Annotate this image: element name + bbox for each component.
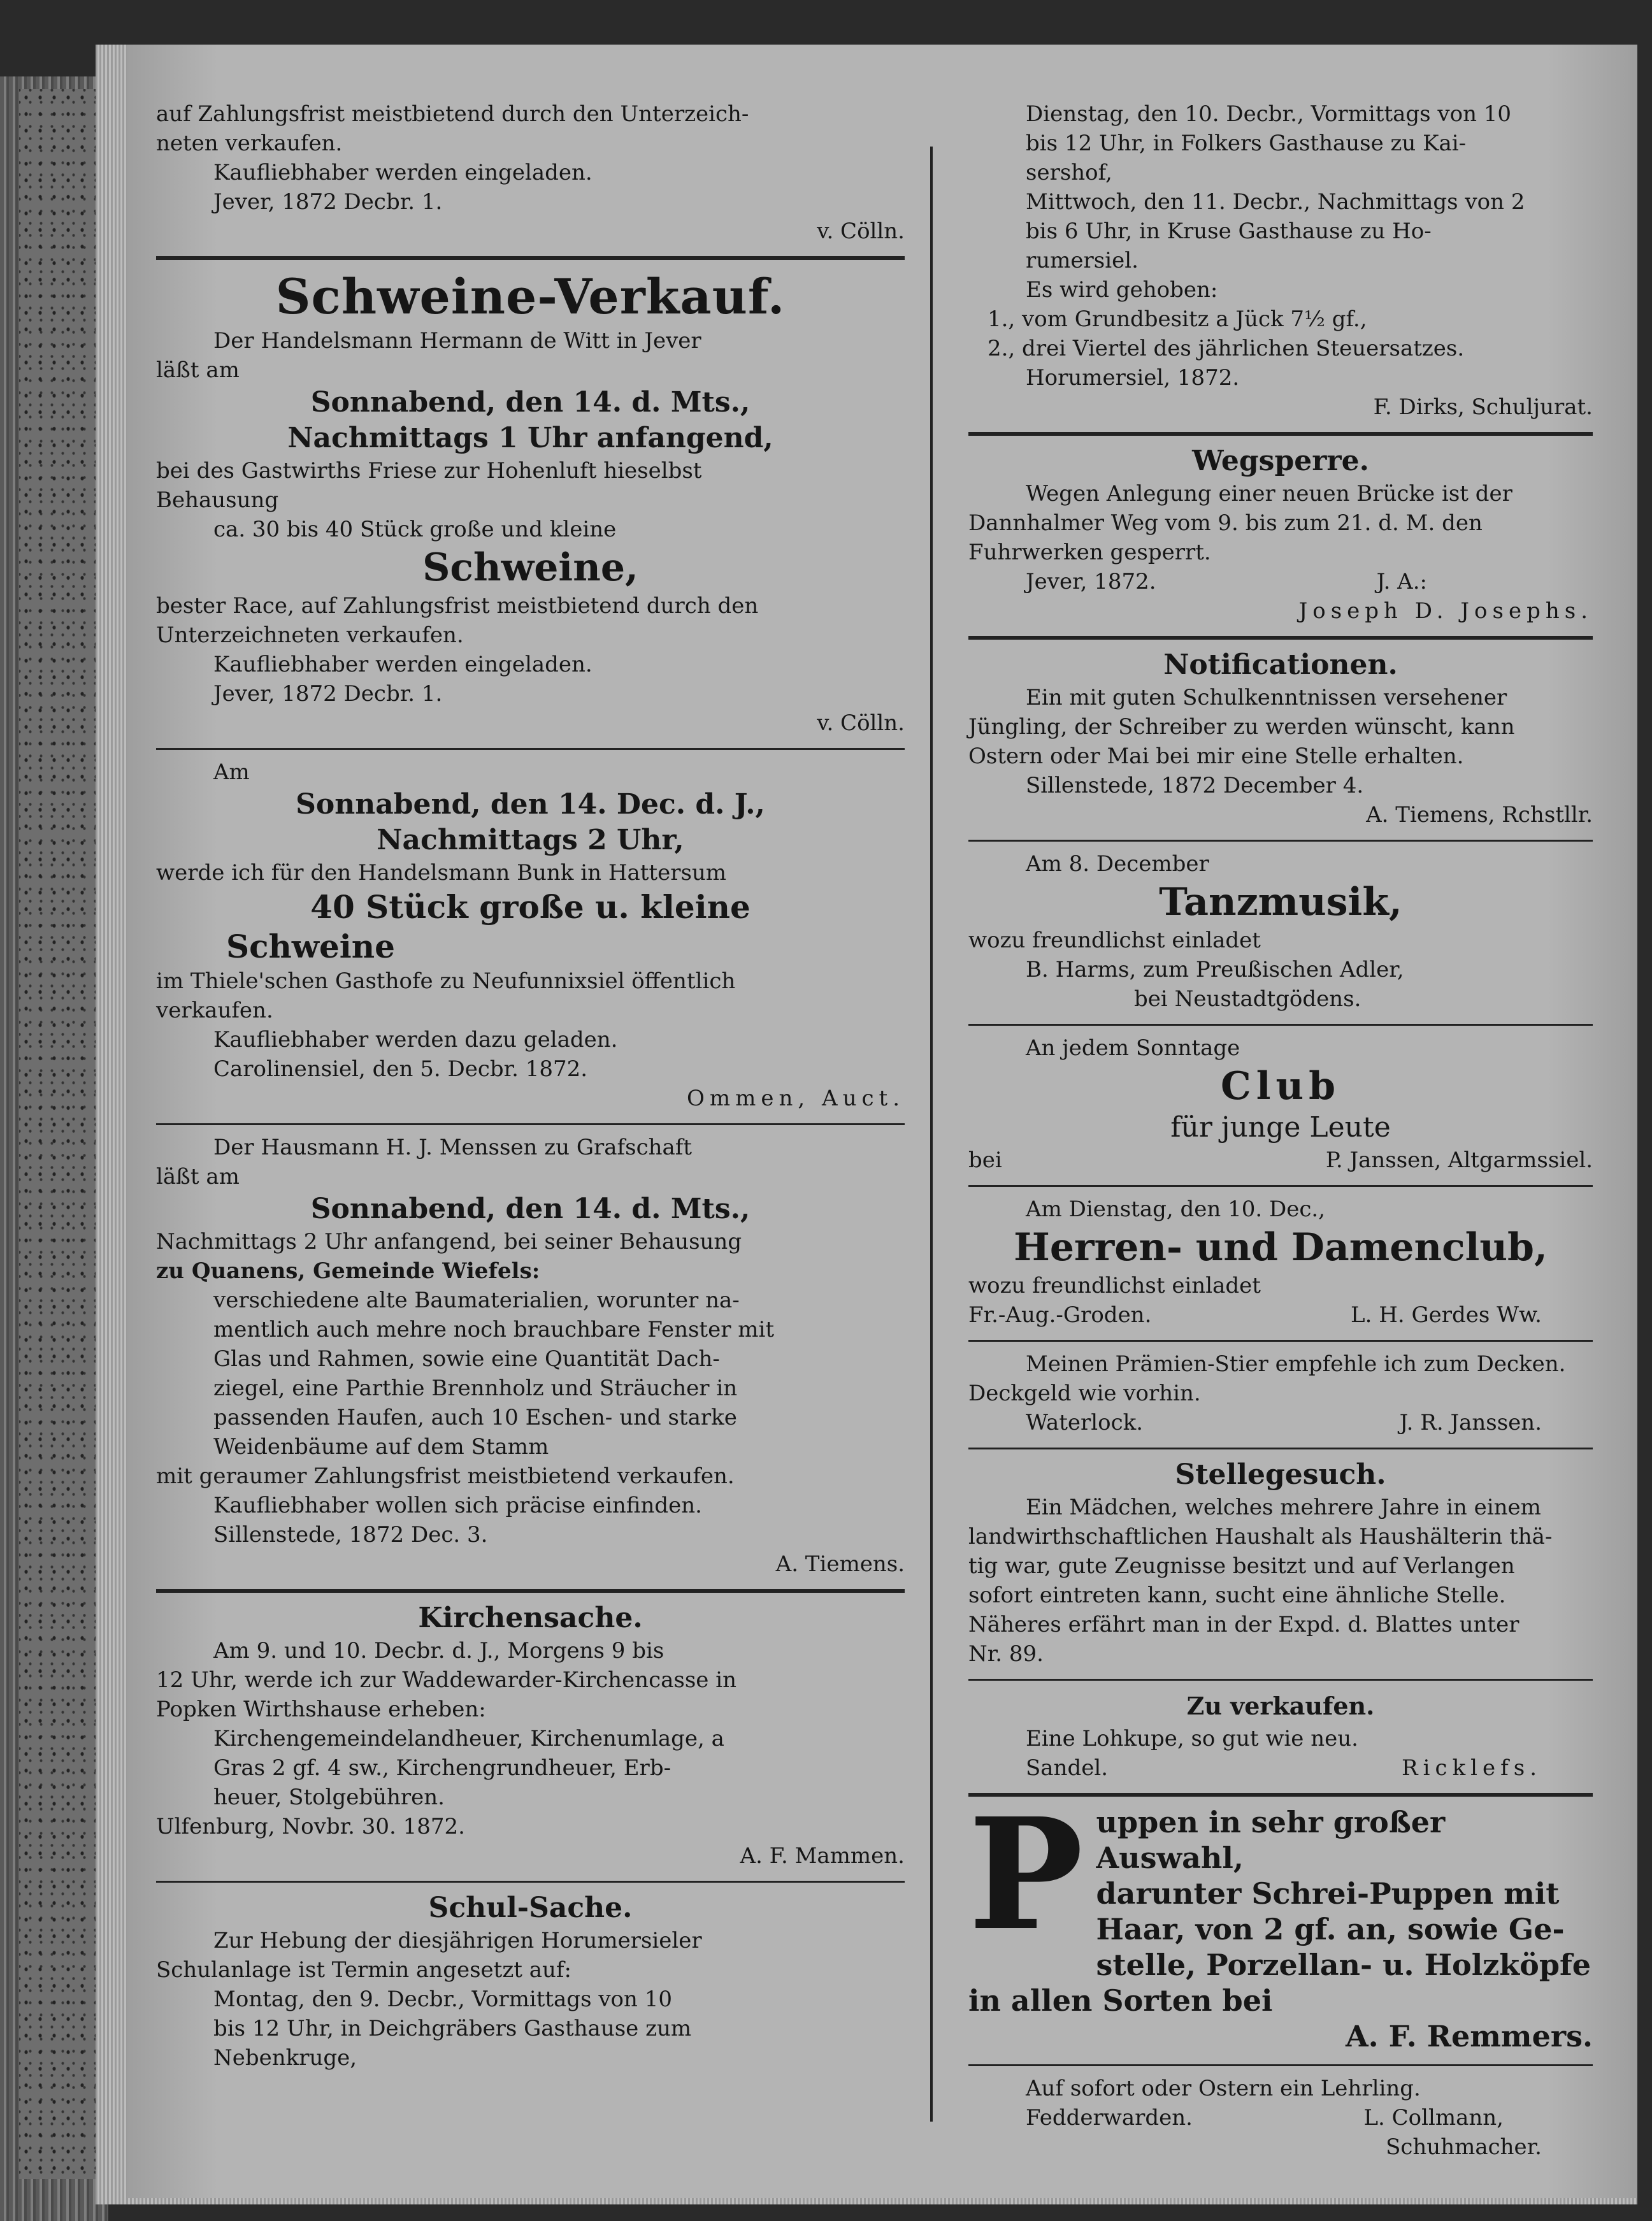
text-line: Am Dienstag, den 10. Dec., xyxy=(1026,1197,1326,1222)
ad-praemien-stier xyxy=(968,1346,1593,1444)
text-line: Nachmittags 2 Uhr anfangend, bei seiner Behausung xyxy=(156,1229,742,1254)
text-line: Meinen Prämien-Stier empfehle ich zum Decken. xyxy=(1026,1351,1566,1377)
text-row xyxy=(968,567,1593,596)
text-line: in allen Sorten bei xyxy=(968,1983,1273,2018)
signature: A. Tiemens, Rchstllr. xyxy=(1366,802,1593,828)
text-row xyxy=(968,1408,1593,1437)
text-line: Ulfenburg, Novbr. 30. 1872. xyxy=(156,1814,465,1839)
text-line: zu Quanens, Gemeinde Wiefels: xyxy=(156,1258,540,1284)
text-line: B. Harms, zum Preußischen Adler, xyxy=(1026,957,1404,982)
text-line: Dienstag, den 10. Decbr., Vormittags von 10 xyxy=(1026,101,1512,127)
dropcap-body xyxy=(1096,1804,1593,1983)
text-line: läßt am xyxy=(156,357,240,383)
text-row xyxy=(968,2103,1593,2132)
right-column xyxy=(968,96,1593,2168)
text-line: L. Collmann, xyxy=(1363,2105,1504,2131)
text-line: An jedem Sonntage xyxy=(1026,1035,1240,1061)
ad-title: Herren- und Damenclub, xyxy=(1014,1225,1548,1270)
text-line: Ein Mädchen, welches mehrere Jahre in einem xyxy=(1026,1495,1541,1520)
text-line: heuer, Stolgebühren. xyxy=(213,1785,445,1810)
ad-date: Sonnabend, den 14. d. Mts., xyxy=(310,386,751,419)
text-line: Wegen Anlegung einer neuen Brücke ist der xyxy=(1026,481,1512,507)
text-line: Mittwoch, den 11. Decbr., Nachmittags von 2 xyxy=(1026,189,1525,215)
signature: v. Cölln. xyxy=(817,710,905,736)
divider xyxy=(156,748,905,750)
text-line: Sillenstede, 1872 Dec. 3. xyxy=(213,1522,488,1548)
text-line: Unterzeichneten verkaufen. xyxy=(156,622,464,648)
text-line: J. A.: xyxy=(1376,569,1427,594)
text-line: Kaufliebhaber werden eingeladen. xyxy=(213,652,593,677)
ad-tanzmusik xyxy=(968,845,1593,1020)
ad-date: Sonnabend, den 14. d. Mts., xyxy=(310,1193,751,1225)
column-divider xyxy=(930,147,933,2122)
text-line: sofort eintreten kann, sucht eine ähnliche Stelle. xyxy=(968,1583,1506,1608)
text-line: Montag, den 9. Decbr., Vormittags von 10 xyxy=(213,1987,672,2012)
text-line: P. Janssen, Altgarmssiel. xyxy=(1325,1147,1593,1173)
divider xyxy=(968,1185,1593,1187)
ad-damenclub xyxy=(968,1191,1593,1336)
text-line: Ricklefs. xyxy=(1402,1755,1542,1781)
text-line: Jever, 1872 Decbr. 1. xyxy=(213,681,443,707)
text-line: Am 9. und 10. Decbr. d. J., Morgens 9 bis xyxy=(213,1638,664,1664)
ad-schweine-hattersum xyxy=(156,754,905,1119)
text-line: 12 Uhr, werde ich zur Waddewarder-Kirchencasse in xyxy=(156,1667,736,1693)
text-line: Jever, 1872. xyxy=(1026,569,1156,594)
text-line: Sillenstede, 1872 December 4. xyxy=(1026,773,1364,798)
text-line: Waterlock. xyxy=(1026,1410,1144,1435)
left-column xyxy=(156,96,905,2079)
text-line: wozu freundlichst einladet xyxy=(968,928,1261,953)
ad-item: Schweine xyxy=(226,928,395,965)
text-line: Kirchengemeindelandheuer, Kirchenumlage, a xyxy=(213,1726,724,1751)
signature: A. Tiemens. xyxy=(775,1551,905,1577)
book-cover-marbled xyxy=(19,89,96,2179)
text-row xyxy=(968,1146,1593,1175)
text-line: bester Race, auf Zahlungsfrist meistbietend durch den xyxy=(156,593,759,619)
text-line: bis 12 Uhr, in Deichgräbers Gasthause zum xyxy=(213,2016,692,2041)
text-line: bei des Gastwirths Friese zur Hohenluft hieselbst xyxy=(156,458,702,484)
text-line: bis 12 Uhr, in Folkers Gasthause zu Kai- xyxy=(1026,131,1467,156)
ad-zu-verkaufen xyxy=(968,1685,1593,1789)
divider xyxy=(156,1123,905,1125)
text-line: Fuhrwerken gesperrt. xyxy=(968,540,1211,565)
divider xyxy=(968,1448,1593,1449)
text-line: Horumersiel, 1872. xyxy=(1026,365,1240,391)
text-line: landwirthschaftlichen Haushalt als Haushälterin thä- xyxy=(968,1524,1553,1549)
text-line: ziegel, eine Parthie Brennholz und Sträucher in xyxy=(213,1376,738,1401)
text-line: tig war, gute Zeugnisse besitzt und auf Verlangen xyxy=(968,1553,1515,1579)
text-line: Haar, von 2 gf. an, sowie Ge- xyxy=(1096,1912,1565,1946)
text-line: J. R. Janssen. xyxy=(1399,1410,1542,1435)
divider xyxy=(156,1589,905,1593)
text-line: bis 6 Uhr, in Kruse Gasthause zu Ho- xyxy=(1026,219,1432,244)
ad-date: Sonnabend, den 14. Dec. d. J., xyxy=(296,788,765,821)
text-line: passenden Haufen, auch 10 Eschen- und starke xyxy=(213,1405,737,1430)
text-line: verkaufen. xyxy=(156,998,273,1023)
divider xyxy=(968,432,1593,436)
text-line: Es wird gehoben: xyxy=(1026,277,1218,303)
text-line: Am 8. December xyxy=(1026,851,1209,877)
ad-title: Kirchensache. xyxy=(418,1602,643,1634)
dropcap-block xyxy=(968,1785,1593,1983)
ad-title: Schweine-Verkauf. xyxy=(275,268,786,325)
ad-notificationen xyxy=(968,643,1593,836)
divider xyxy=(968,2064,1593,2066)
text-line: werde ich für den Handelsmann Bunk in Hattersum xyxy=(156,860,727,886)
text-row xyxy=(968,1300,1593,1330)
text-line: Schulanlage ist Termin angesetzt auf: xyxy=(156,1957,571,1983)
divider xyxy=(156,256,905,260)
text-line: Nebenkruge, xyxy=(213,2045,357,2071)
text-line: Carolinensiel, den 5. Decbr. 1872. xyxy=(213,1056,588,1082)
signature: A. F. Remmers. xyxy=(1345,2019,1593,2053)
text-line: Jever, 1872 Decbr. 1. xyxy=(213,189,443,215)
divider xyxy=(968,636,1593,640)
text-line: wozu freundlichst einladet xyxy=(968,1273,1261,1298)
divider xyxy=(968,1024,1593,1026)
ad-schul-sache-cont xyxy=(968,96,1593,428)
text-line: bei Neustadtgödens. xyxy=(1134,986,1361,1012)
ad-title: Stellegesuch. xyxy=(1175,1458,1386,1491)
text-line: Auf sofort oder Ostern ein Lehrling. xyxy=(1026,2076,1421,2101)
ad-continuation xyxy=(156,96,905,252)
text-line: darunter Schrei-Puppen mit xyxy=(1096,1876,1560,1911)
ad-menssen xyxy=(156,1129,905,1585)
divider xyxy=(156,1881,905,1883)
ad-title: Zu verkaufen. xyxy=(1186,1692,1375,1720)
text-line: Popken Wirthshause erheben: xyxy=(156,1697,486,1722)
ad-club xyxy=(968,1030,1593,1181)
signature: Ommen, Auct. xyxy=(687,1086,905,1111)
text-line: verschiedene alte Baumaterialien, worunter na- xyxy=(213,1288,740,1313)
ad-schweine-verkauf xyxy=(156,264,905,744)
text-line: uppen in sehr großer Auswahl, xyxy=(1096,1805,1446,1875)
ad-item: Schweine, xyxy=(422,545,638,590)
text-line: Eine Lohkupe, so gut wie neu. xyxy=(1026,1726,1358,1751)
text-line: Glas und Rahmen, sowie eine Quantität Dach- xyxy=(213,1346,720,1372)
text-line: Dannhalmer Weg vom 9. bis zum 21. d. M. den xyxy=(968,510,1483,536)
text-line: Am xyxy=(213,759,250,785)
ad-schul-sache xyxy=(156,1887,905,2079)
text-line: ca. 30 bis 40 Stück große und kleine xyxy=(213,517,617,542)
dropcap-letter: P xyxy=(968,1785,1084,1964)
ad-kirchensache xyxy=(156,1597,905,1877)
ad-title: Tanzmusik, xyxy=(1159,880,1402,924)
ad-wegsperre xyxy=(968,440,1593,632)
text-line: Kaufliebhaber wollen sich präcise einfinden. xyxy=(213,1493,702,1518)
ad-lehrling xyxy=(968,2070,1593,2168)
text-line: Kaufliebhaber werden eingeladen. xyxy=(213,160,593,185)
ad-title: Club xyxy=(1220,1064,1341,1109)
divider xyxy=(968,1679,1593,1681)
text-line: Fedderwarden. xyxy=(1026,2105,1193,2131)
text-line: 2., drei Viertel des jährlichen Steuersatzes. xyxy=(988,336,1465,361)
text-line: Deckgeld wie vorhin. xyxy=(968,1381,1201,1406)
text-line: stelle, Porzellan- u. Holzköpfe xyxy=(1096,1948,1591,1982)
ad-puppen xyxy=(968,1785,1593,2060)
text-line: Ostern oder Mai bei mir eine Stelle erhalten. xyxy=(968,744,1464,769)
text-line: bei xyxy=(968,1147,1002,1173)
text-line: läßt am xyxy=(156,1164,240,1190)
signature: v. Cölln. xyxy=(817,219,905,244)
text-line: Weidenbäume auf dem Stamm xyxy=(213,1434,549,1460)
text-line: Gras 2 gf. 4 sw., Kirchengrundheuer, Erb- xyxy=(213,1755,672,1781)
divider xyxy=(968,1340,1593,1342)
signature: Joseph D. Josephs. xyxy=(1298,598,1593,624)
divider xyxy=(968,840,1593,842)
text-line: sershof, xyxy=(1026,160,1112,185)
ad-subtitle: für junge Leute xyxy=(1170,1111,1391,1144)
text-line: Behausung xyxy=(156,487,279,513)
text-line: Der Hausmann H. J. Menssen zu Grafschaft xyxy=(213,1135,693,1160)
text-line: im Thiele'schen Gasthofe zu Neufunnixsiel öffentlich xyxy=(156,968,736,994)
text-line: Ein mit guten Schulkenntnissen versehener xyxy=(1026,685,1507,710)
text-line: Näheres erfährt man in der Expd. d. Blattes unter xyxy=(968,1612,1519,1637)
text-line: Schuhmacher. xyxy=(1386,2134,1542,2160)
text-line: Der Handelsmann Hermann de Witt in Jever xyxy=(213,328,701,354)
ad-title: Wegsperre. xyxy=(1192,445,1369,477)
text-line: Kaufliebhaber werden dazu geladen. xyxy=(213,1027,618,1053)
text-line: L. H. Gerdes Ww. xyxy=(1351,1302,1542,1328)
text-line: 1., vom Grundbesitz a Jück 7½ gf., xyxy=(988,306,1367,332)
ad-time: Nachmittags 1 Uhr anfangend, xyxy=(287,422,773,454)
text-line: Jüngling, der Schreiber zu werden wünscht, kann xyxy=(968,714,1515,740)
signature: F. Dirks, Schuljurat. xyxy=(1373,394,1593,420)
text-line: rumersiel. xyxy=(1026,248,1138,273)
ad-time: Nachmittags 2 Uhr, xyxy=(377,824,684,856)
ad-title: Schul-Sache. xyxy=(428,1892,633,1924)
text-row xyxy=(968,1753,1593,1783)
signature: A. F. Mammen. xyxy=(740,1843,905,1869)
text-line: Fr.-Aug.-Groden. xyxy=(968,1302,1152,1328)
text-line: auf Zahlungsfrist meistbietend durch den Unterzeich- xyxy=(156,101,749,127)
text-line: Sandel. xyxy=(1026,1755,1109,1781)
text-line: neten verkaufen. xyxy=(156,131,343,156)
text-line: mit geraumer Zahlungsfrist meistbietend verkaufen. xyxy=(156,1463,735,1489)
text-line: mentlich auch mehre noch brauchbare Fenster mit xyxy=(213,1317,775,1342)
text-line: Nr. 89. xyxy=(968,1641,1044,1667)
text-line: Zur Hebung der diesjährigen Horumersieler xyxy=(213,1928,702,1953)
ad-stellegesuch xyxy=(968,1453,1593,1675)
ad-item: 40 Stück große u. kleine xyxy=(310,888,751,926)
ad-title: Notificationen. xyxy=(1163,649,1398,681)
